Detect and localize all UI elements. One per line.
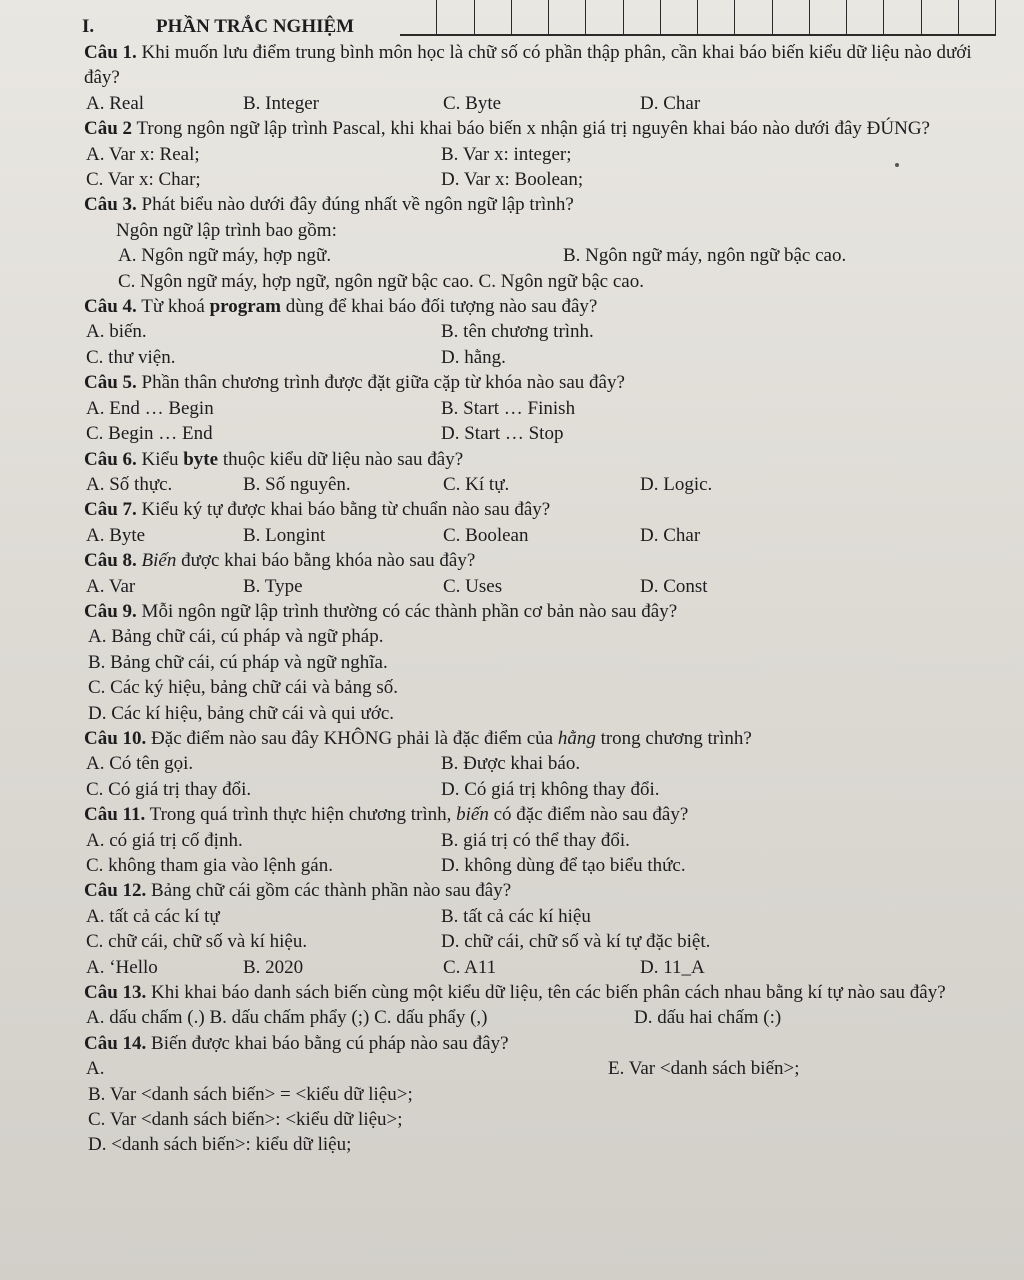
question-text: Câu 5. Phần thân chương trình được đặt giữa cặp từ khóa nào sau đây?	[84, 372, 625, 394]
option: D. Logic.	[640, 473, 713, 495]
option: A.	[86, 1058, 105, 1080]
option: C. Ngôn ngữ máy, hợp ngữ, ngôn ngữ bậc cao. C. Ngôn ngữ bậc cao.	[118, 270, 644, 292]
option: E. Var <danh sách biến>;	[608, 1058, 800, 1080]
question-text: Câu 10. Đặc điểm nào sau đây KHÔNG phải là đặc điểm của hằng trong chương trình?	[84, 727, 752, 749]
option: D. không dùng để tạo biểu thức.	[441, 855, 686, 876]
option: D. dấu hai chấm (:)	[634, 1007, 782, 1029]
question-text: Câu 14. Biến được khai báo bằng cú pháp nào sau đây?	[84, 1032, 509, 1054]
option: D. Các kí hiệu, bảng chữ cái và qui ước.	[88, 702, 395, 724]
option: C. chữ cái, chữ số và kí hiệu.	[86, 931, 308, 953]
options	[86, 142, 1000, 167]
question-text: Câu 13. Khi khai báo danh sách biến cùng một kiểu dữ liệu, tên các biến phân cách nhau bằng kí tự nào sau đây?	[84, 982, 946, 1004]
options	[86, 1056, 1000, 1081]
option: D. hằng.	[441, 346, 506, 368]
question-text: Câu 1. Khi muốn lưu điểm trung bình môn học là chữ số có phần thập phân, cần khai báo biến kiểu dữ liệu nào dưới đây?	[84, 42, 972, 89]
question-7	[80, 497, 1000, 548]
option: B. Longint	[243, 524, 326, 546]
option: C. Kí tự.	[443, 473, 510, 495]
option: A. Bảng chữ cái, cú pháp và ngữ pháp.	[88, 626, 384, 648]
exam-content	[80, 14, 1000, 1158]
question-text: Câu 2 Trong ngôn ngữ lập trình Pascal, khi khai báo biến x nhận giá trị nguyên khai báo nào dưới đây ĐÚNG?	[84, 118, 930, 140]
section-title: PHẦN TRẮC NGHIỆM	[156, 16, 355, 37]
question-text: Câu 6. Kiểu byte thuộc kiểu dữ liệu nào sau đây?	[84, 448, 464, 470]
option: C. Có giá trị thay đổi.	[86, 778, 252, 800]
question-14	[80, 1031, 1000, 1158]
question-6	[80, 447, 1000, 498]
question-9	[80, 599, 1000, 726]
option: C. Var <danh sách biến>: <kiểu dữ liệu>;	[88, 1109, 403, 1131]
question-text: Câu 9. Mỗi ngôn ngữ lập trình thường có các thành phần cơ bản nào sau đây?	[84, 600, 678, 622]
option: C. Var x: Char;	[86, 169, 201, 191]
option: A. Số thực.	[86, 473, 173, 495]
options	[86, 523, 1000, 548]
question-text: Câu 8. Biến được khai báo bằng khóa nào sau đây?	[84, 550, 476, 572]
options-extra	[86, 955, 1000, 980]
option: D. chữ cái, chữ số và kí tự đặc biệt.	[441, 931, 711, 953]
option: C. không tham gia vào lệnh gán.	[86, 855, 333, 876]
option: D. Char	[640, 524, 701, 546]
option: B. Var x: integer;	[441, 143, 572, 165]
option: D. Có giá trị không thay đổi.	[441, 778, 660, 800]
option: A. biến.	[86, 321, 147, 343]
question-text: Câu 11. Trong quá trình thực hiện chương trình, biến có đặc điểm nào sau đây?	[84, 804, 689, 826]
question-1	[80, 40, 1000, 116]
option: D. Const	[640, 575, 708, 597]
section-number: I.	[82, 16, 95, 37]
question-2	[80, 116, 1000, 192]
question-13	[80, 980, 1000, 1031]
options	[86, 904, 1000, 929]
option: C. thư viện.	[86, 346, 176, 368]
question-text: Câu 7. Kiểu ký tự được khai báo bằng từ chuẩn nào sau đây?	[84, 499, 551, 521]
option: C. Boolean	[443, 524, 529, 546]
options	[86, 929, 1000, 954]
question-5	[80, 370, 1000, 446]
section-header	[82, 14, 1000, 40]
option: B. Được khai báo.	[441, 753, 581, 775]
options	[86, 345, 1000, 370]
option: A. tất cả các kí tự	[86, 905, 220, 927]
options	[86, 777, 1000, 802]
question-lead: Ngôn ngữ lập trình bao gồm:	[116, 219, 337, 241]
option: C. Uses	[443, 575, 503, 597]
options	[86, 167, 1000, 192]
options	[118, 269, 1000, 294]
options	[86, 421, 1000, 446]
option: D. Start … Stop	[441, 423, 564, 445]
option: B. Ngôn ngữ máy, ngôn ngữ bậc cao.	[563, 245, 847, 267]
question-text: Câu 12. Bảng chữ cái gồm các thành phần nào sau đây?	[84, 880, 512, 902]
options	[86, 1005, 1000, 1030]
options	[86, 91, 1000, 116]
option: B. Số nguyên.	[243, 473, 351, 495]
question-4	[80, 294, 1000, 370]
option: A. End … Begin	[86, 397, 214, 419]
option: A. Có tên gọi.	[86, 753, 194, 775]
options	[118, 243, 1000, 268]
option: C. Các ký hiệu, bảng chữ cái và bảng số.	[88, 677, 398, 699]
options	[86, 574, 1000, 599]
options	[86, 396, 1000, 421]
option: D. 11_A	[640, 956, 705, 978]
option: A. dấu chấm (.) B. dấu chấm phẩy (;) C. dấu phẩy (,)	[86, 1007, 488, 1029]
option: B. Bảng chữ cái, cú pháp và ngữ nghĩa.	[88, 651, 388, 673]
option: C. Byte	[443, 92, 502, 114]
option: B. tất cả các kí hiệu	[441, 905, 591, 927]
option: A. Byte	[86, 524, 146, 546]
option: B. Integer	[243, 92, 319, 114]
option: C. Begin … End	[86, 423, 213, 445]
option: A. Ngôn ngữ máy, hợp ngữ.	[118, 245, 332, 267]
question-text: Câu 3. Phát biểu nào dưới đây đúng nhất về ngôn ngữ lập trình?	[84, 194, 574, 216]
option: A. ‘Hello	[86, 956, 158, 978]
option: B. tên chương trình.	[441, 321, 594, 343]
option: A. Var x: Real;	[86, 143, 200, 165]
options	[86, 319, 1000, 344]
option: C. A11	[443, 956, 497, 978]
option: A. Var	[86, 575, 136, 597]
option: B. 2020	[243, 956, 304, 978]
option: B. Type	[243, 575, 303, 597]
question-text: Câu 4. Từ khoá program dùng để khai báo đối tượng nào sau đây?	[84, 296, 598, 318]
question-10	[80, 726, 1000, 802]
question-12	[80, 878, 1000, 980]
option: A. Real	[86, 92, 145, 114]
option: B. Start … Finish	[441, 397, 576, 419]
options	[86, 853, 1000, 878]
options	[86, 828, 1000, 853]
option: B. Var <danh sách biến> = <kiểu dữ liệu>;	[88, 1083, 413, 1105]
options	[86, 751, 1000, 776]
option: B. giá trị có thể thay đổi.	[441, 829, 630, 851]
question-8	[80, 548, 1000, 599]
option: D. <danh sách biến>: kiểu dữ liệu;	[88, 1134, 352, 1156]
question-11	[80, 802, 1000, 878]
question-3	[80, 192, 1000, 294]
option: D. Char	[640, 92, 701, 114]
option: D. Var x: Boolean;	[441, 169, 584, 191]
option: A. có giá trị cố định.	[86, 829, 243, 851]
options	[86, 472, 1000, 497]
